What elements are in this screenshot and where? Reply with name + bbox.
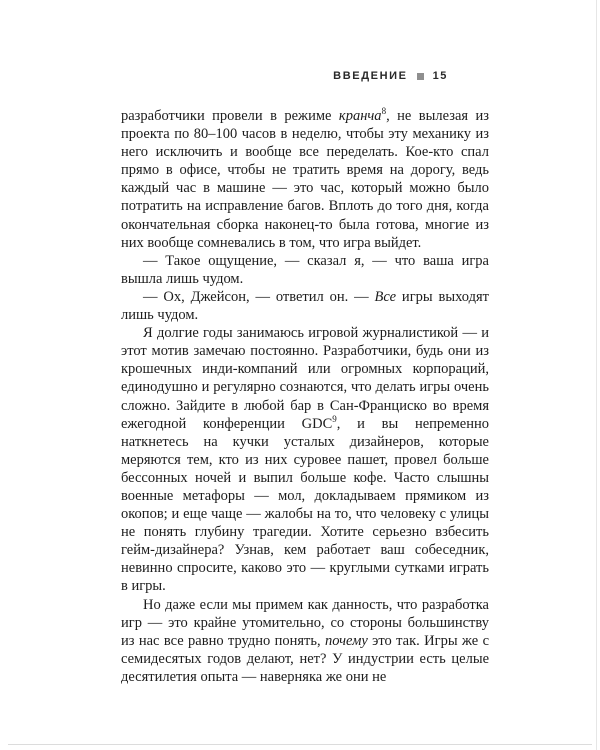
text-run: почему [325,632,368,649]
text-run: , и вы непременно наткнетесь на кучки усталых дизайнеров, которые меряются тем, кто из них суровее пашет, провел больше бессонных ночей и выпил больше кофе. Часто слышны военные метафоры — мол, докладываем прямиком из окопов; и еще чаще — жалобы на то, что человеку с улицы не понять глубину трагедии. Хотите серьезно взбесить гейм-дизайнера? Узнав, кем работает ваш собеседник, невинно спросите, каково это — круглыми сутками играть в игры. [121,415,489,595]
text-run: игры выходят лишь чудом. [121,288,490,324]
text-run: это так. Игры же с семидесятых годов делают, нет? У индустрии есть целые десятилетия опыта — наверняка же они не [121,632,489,685]
text-run: Но даже если мы примем как данность, что разработка игр — это крайне утомительно, со стороны большинству из нас все равно трудно понять, [121,596,489,649]
paragraph [121,107,489,252]
text-run: — Такое ощущение, — сказал я, — что ваша игра вышла лишь чудом. [121,252,489,287]
running-header [333,70,448,82]
page-edge-right [596,0,597,750]
text-run: разработчики провели в режиме [121,108,339,124]
page-content [121,107,489,686]
paragraph [121,288,489,324]
text-run: , не вылезая из проекта по 80–100 часов в неделю, чтобы эту механику из него исключить и вообще все переделать. Кое-кто спал прямо в офисе, чтобы не тратить время на дорогу, ведь каждый час в машине — это час, который можно было потратить на исправление багов. Вплоть до того дня, когда окончательная сборка наконец-то была готова, многие из них вообще сомневались в том, что игра выйдет. [121,108,489,251]
header-page-number: 15 [432,70,448,82]
text-run: Я долгие годы занимаюсь игровой журналистикой — и этот мотив замечаю постоянно. Разработчики, будь они из крошечных инди-компаний или огромных корпораций, единодушно и регулярно сознаются, что делать игры очень сложно. Зайдите в любой бар в Сан-Франциско во время ежегодной конференции GDC [121,325,489,432]
page-edge-bottom [8,744,592,745]
footnote-marker: 9 [332,413,337,424]
text-run: кранча [338,108,382,124]
text-run: — Ох, Джейсон, — ответил он. — [143,288,375,305]
paragraph [121,252,489,288]
header-chapter-title: ВВЕДЕНИЕ [333,70,408,82]
paragraph [121,324,489,595]
header-separator-square-icon [417,73,424,80]
paragraph [121,596,489,686]
text-run: Все [374,288,397,305]
footnote-marker: 8 [381,106,387,117]
